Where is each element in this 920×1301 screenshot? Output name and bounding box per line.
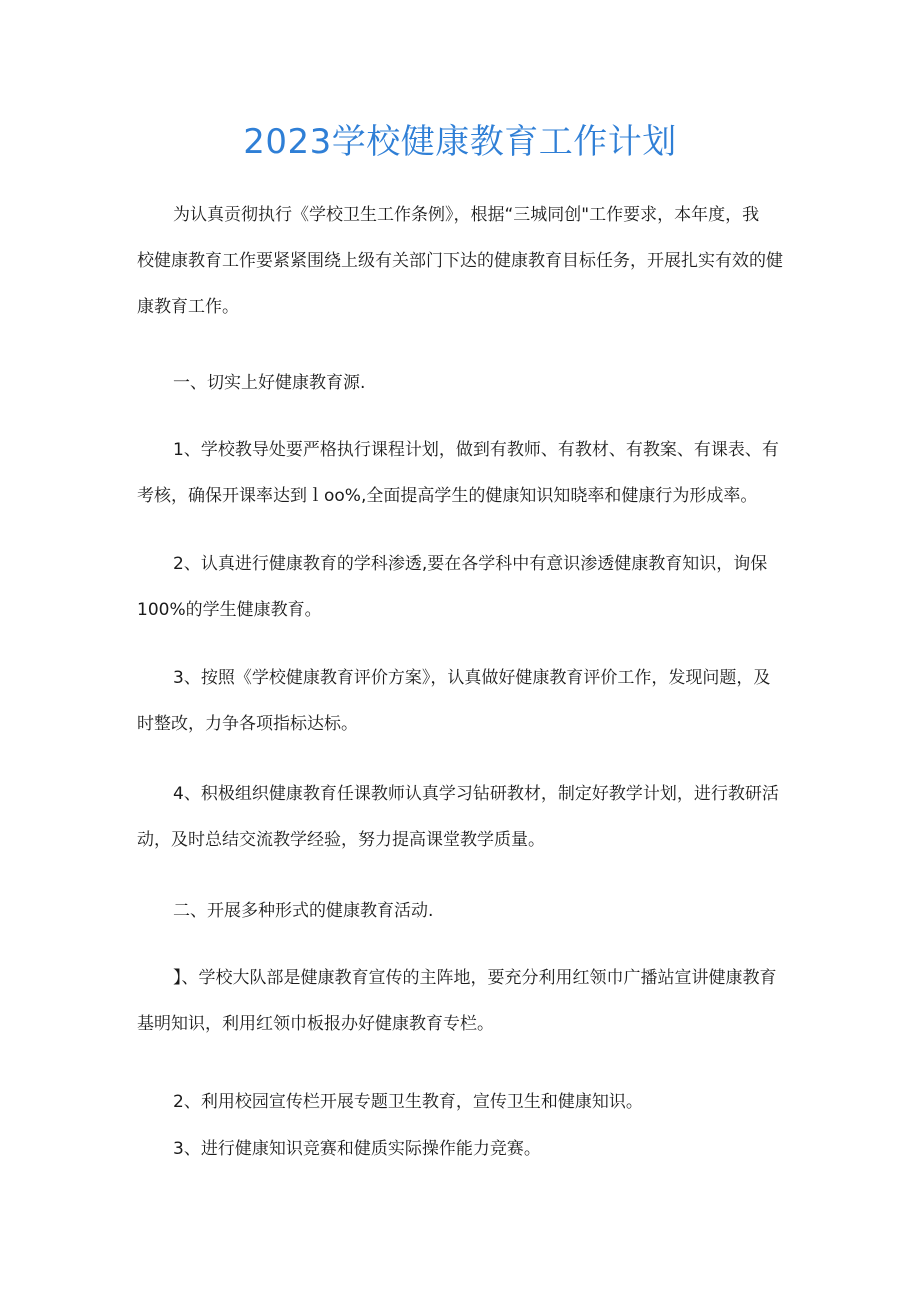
document-title: 2023学校健康教育工作计划 [243, 122, 677, 162]
section-heading-2 [137, 888, 785, 934]
section-heading-1 [137, 360, 785, 406]
text-line: 考核，确保开课率达到ｌoo%,全面提高学生的健康知识知晓率和健康行为形成率。 [137, 486, 758, 506]
text-line: 2、利用校园宣传栏开展专题卫生教育，宣传卫生和健康知识。 [173, 1092, 643, 1112]
section1-item-4 [137, 771, 785, 863]
text-line: 基明知识，利用红领巾板报办好健康教育专栏。 [137, 1014, 494, 1034]
text-line: 】、学校大队部是健康教育宣传的主阵地，要充分利用红领巾广播站宣讲健康教育 [173, 968, 777, 988]
section1-item-1 [137, 427, 785, 519]
text-line: 为认真贡彻执行《学校卫生工作条例》，根据“三城同创"工作要求，本年度，我 [173, 205, 760, 225]
text-line: 100%的学生健康教育。 [137, 600, 322, 620]
text-line: 时整改，力争各项指标达标。 [137, 714, 358, 734]
text-line: 动，及时总结交流教学经验，努力提高课堂教学质量。 [137, 830, 545, 850]
text-line: 康教育工作。 [137, 297, 239, 317]
text-line: 4、积极组织健康教育任课教师认真学习钻研教材，制定好教学计划，进行教研活 [173, 784, 779, 804]
heading-text: 二、开展多种形式的健康教育活动. [173, 901, 434, 921]
section1-item-3 [137, 655, 785, 747]
section2-item-3 [137, 1126, 785, 1172]
section2-item-2 [137, 1079, 785, 1125]
text-line: 2、认真进行健康教育的学科渗透,要在各学科中有意识渗透健康教育知识，询保 [173, 554, 768, 574]
section2-item-1 [137, 955, 785, 1047]
text-line: 1、学校教导处要严格执行课程计划，做到有教师、有教材、有教案、有课表、有 [173, 440, 779, 460]
text-line: 校健康教育工作要紧紧围绕上级有关部门下达的健康教育目标任务，开展扎实有效的健 [137, 251, 783, 271]
text-line: 3、按照《学校健康教育评价方案》，认真做好健康教育评价工作，发现问题，及 [173, 668, 771, 688]
heading-text: 一、切实上好健康教育源. [173, 373, 366, 393]
text-line: 3、进行健康知识竞赛和健质实际操作能力竞赛。 [173, 1139, 541, 1159]
intro-paragraph [137, 192, 785, 330]
section1-item-2 [137, 541, 785, 633]
